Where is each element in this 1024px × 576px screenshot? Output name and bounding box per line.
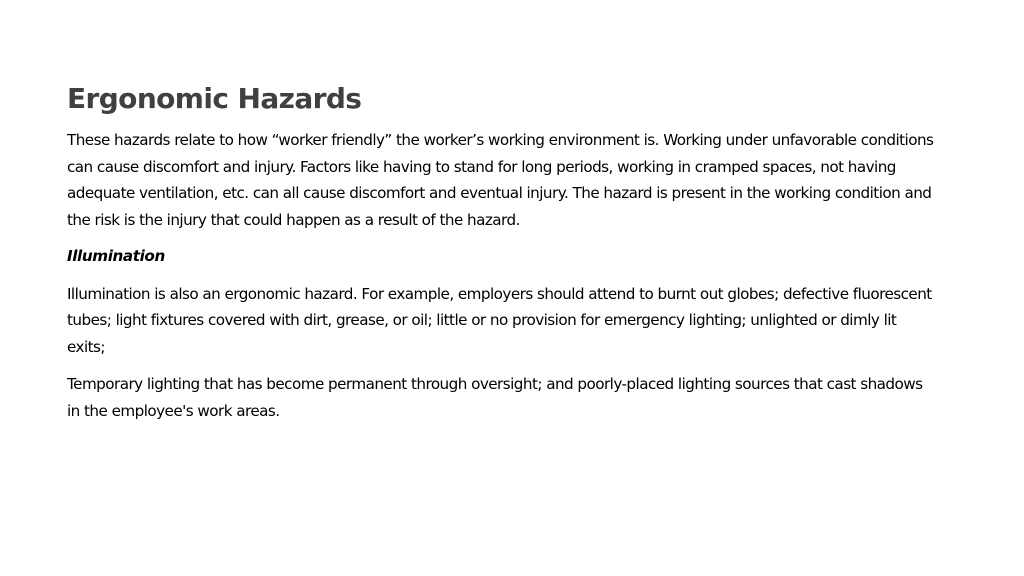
slide-title: Ergonomic Hazards	[67, 82, 362, 115]
illumination-subheading: Illumination	[67, 247, 165, 265]
illumination-paragraph: Illumination is also an ergonomic hazard. For example, employers should attend to burnt out globes; defective fluorescent tubes; light fixtures covered with dirt, grease, or oil; little or no provision for emergency lighting; unlighted or dimly lit exits;	[67, 284, 932, 356]
intro-paragraph: These hazards relate to how “worker friendly” the worker’s working environment is. Working under unfavorable conditions can cause discomfort and injury. Factors like having to stand for long periods, working in cramped spaces, not having adequate ventilation, etc. can all cause discomfort and eventual injury. The hazard is present in the working condition and the risk is the injury that could happen as a result of the hazard.	[67, 131, 934, 229]
slide-content	[67, 80, 937, 424]
temporary-lighting-paragraph: Temporary lighting that has become permanent through oversight; and poorly-placed lighting sources that cast shadows in the employee's work areas.	[67, 375, 923, 420]
